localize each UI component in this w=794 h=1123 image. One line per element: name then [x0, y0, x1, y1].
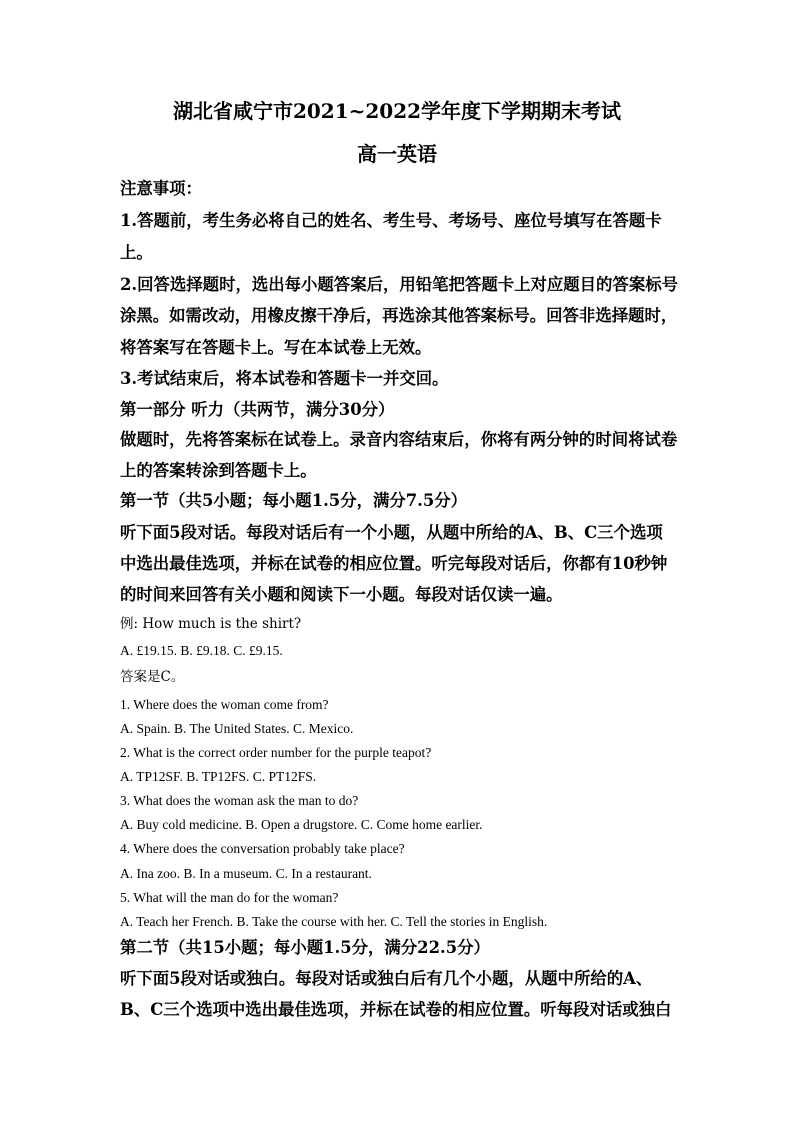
- question-2: 2. What is the correct order number for the purple teapot?: [120, 745, 432, 760]
- question-3: 3. What does the woman ask the man to do?: [120, 793, 359, 808]
- notice-item-3: 3.考试结束后，将本试卷和答题卡一并交回。: [120, 369, 449, 388]
- example-options: A. £19.15. B. £9.18. C. £9.15.: [120, 643, 283, 658]
- question-1-options: A. Spain. B. The United States. C. Mexico.: [120, 721, 354, 736]
- question-2-options: A. TP12SF. B. TP12FS. C. PT12FS.: [120, 769, 317, 784]
- exam-title: 湖北省咸宁市2021~2022学年度下学期期末考试: [172, 99, 622, 123]
- question-1: 1. Where does the woman come from?: [120, 697, 329, 712]
- question-4: 4. Where does the conversation probably take place?: [120, 841, 405, 856]
- section1-instructions: 听下面5段对话。每段对话后有一个小题，从题中所给的A、B、C三个选项: [120, 523, 663, 542]
- section1-instructions-cont: 中选出最佳选项，并标在试卷的相应位置。听完每段对话后，你都有10秒钟: [120, 554, 668, 573]
- part1-heading: 第一部分 听力（共两节，满分30分）: [120, 400, 395, 419]
- question-3-options: A. Buy cold medicine. B. Open a drugstore. C. Come home earlier.: [120, 817, 483, 832]
- notice-item-2-cont: 涂黑。如需改动，用橡皮擦干净后，再选涂其他答案标号。回答非选择题时，: [120, 306, 678, 325]
- exam-subject: 高一英语: [357, 142, 437, 166]
- notice-item-1-cont: 上。: [120, 243, 153, 262]
- section1-heading: 第一节（共5小题；每小题1.5分，满分7.5分）: [120, 491, 468, 510]
- notice-heading: 注意事项：: [120, 179, 202, 198]
- question-4-options: A. Ina zoo. B. In a museum. C. In a restaurant.: [120, 866, 372, 881]
- notice-item-2: 2.回答选择题时，选出每小题答案后，用铅笔把答题卡上对应题目的答案标号: [120, 275, 678, 294]
- section2-heading: 第二节（共15小题；每小题1.5分，满分22.5分）: [120, 938, 490, 957]
- part1-instructions-cont: 上的答案转涂到答题卡上。: [120, 461, 317, 480]
- example-answer: 答案是C。: [120, 669, 185, 685]
- notice-item-1: 1.答题前，考生务必将自己的姓名、考生号、考场号、座位号填写在答题卡: [120, 211, 662, 230]
- question-5: 5. What will the man do for the woman?: [120, 890, 339, 905]
- notice-item-2-cont2: 将答案写在答题卡上。写在本试卷上无效。: [120, 338, 432, 357]
- question-5-options: A. Teach her French. B. Take the course with her. C. Tell the stories in English.: [120, 914, 548, 929]
- section1-instructions-cont2: 的时间来回答有关小题和阅读下一小题。每段对话仅读一遍。: [120, 585, 563, 604]
- section2-instructions-cont: B、C三个选项中选出最佳选项，并标在试卷的相应位置。听每段对话或独白: [120, 1000, 672, 1019]
- section2-instructions: 听下面5段对话或独白。每段对话或独白后有几个小题，从题中所给的A、: [120, 969, 653, 988]
- example-question: 例: How much is the shirt?: [120, 616, 302, 632]
- part1-instructions: 做题时，先将答案标在试卷上。录音内容结束后，你将有两分钟的时间将试卷: [120, 430, 678, 449]
